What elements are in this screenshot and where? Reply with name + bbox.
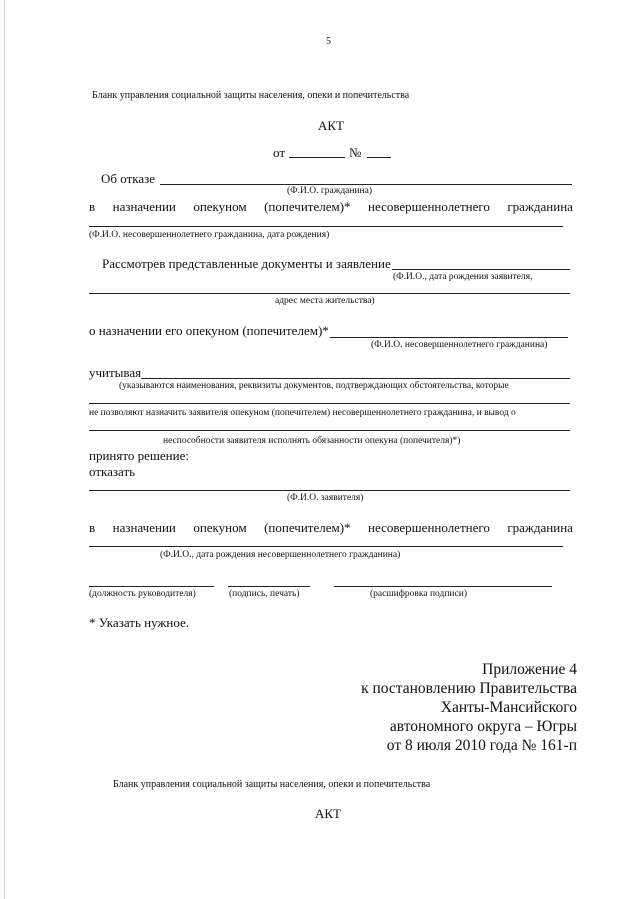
caption-applicant-dob: (Ф.И.О., дата рождения заявителя, bbox=[393, 272, 533, 282]
caption-signature: (подпись, печать) bbox=[229, 589, 300, 599]
applicant-field-1[interactable] bbox=[392, 269, 570, 270]
word: назначении bbox=[112, 520, 176, 535]
applicant-field-2[interactable] bbox=[89, 293, 570, 294]
caption-inability: неспособности заявителя исполнять обязанности опекуна (попечителя)*) bbox=[163, 436, 461, 446]
appoint-row-2 bbox=[89, 520, 573, 536]
caption-decode: (расшифровка подписи) bbox=[370, 589, 467, 599]
word: (попечителем)* bbox=[264, 520, 351, 535]
minor-name-field[interactable] bbox=[330, 337, 568, 338]
caption-minor-name-dob: (Ф.И.О., дата рождения несовершеннолетнего гражданина) bbox=[160, 550, 401, 560]
act-title-2: АКТ bbox=[315, 806, 341, 821]
minor-name-dob-field[interactable] bbox=[89, 546, 563, 547]
refusal-label: Об отказе bbox=[101, 171, 156, 186]
documents-field-1[interactable] bbox=[141, 378, 570, 379]
date-from-label: от bbox=[273, 145, 286, 160]
page-number: 5 bbox=[326, 36, 331, 47]
number-label: № bbox=[349, 145, 362, 160]
documents-field-3[interactable] bbox=[89, 430, 570, 431]
word: опекуном bbox=[193, 520, 247, 535]
applicant-name-field[interactable] bbox=[89, 490, 570, 491]
considering-label: учитывая bbox=[89, 365, 142, 380]
position-field[interactable] bbox=[89, 586, 214, 587]
appendix-line: Ханты-Мансийского bbox=[440, 699, 577, 716]
caption-not-allow: не позволяют назначить заявителя опекуном (попечителем) несовершеннолетнего гражданина, и вывод о bbox=[89, 408, 516, 418]
word: в bbox=[89, 199, 96, 214]
decode-field[interactable] bbox=[334, 586, 552, 587]
word: (попечителем)* bbox=[264, 199, 351, 214]
word: гражданина bbox=[507, 199, 573, 214]
word: несовершеннолетнего bbox=[368, 520, 490, 535]
decision-label: принято решение: bbox=[89, 448, 189, 463]
scan-edge bbox=[4, 0, 5, 899]
number-field[interactable] bbox=[367, 157, 391, 158]
date-field[interactable] bbox=[289, 157, 345, 158]
appendix-line: от 8 июля 2010 года № 161-п bbox=[386, 737, 577, 754]
appoint-row-1 bbox=[89, 199, 573, 215]
footnote: * Указать нужное. bbox=[89, 615, 190, 630]
considered-label: Рассмотрев представленные документы и заявление bbox=[102, 256, 391, 271]
word: опекуном bbox=[193, 199, 247, 214]
caption-minor-dob: (Ф.И.О. несовершеннолетнего гражданина, дата рождения) bbox=[89, 230, 330, 240]
act-title: АКТ bbox=[318, 118, 344, 133]
appendix-block bbox=[361, 660, 577, 755]
caption-minor-name: (Ф.И.О. несовершеннолетнего гражданина) bbox=[371, 340, 548, 350]
appendix-line: автономного округа – Югры bbox=[389, 718, 577, 735]
caption-position: (должность руководителя) bbox=[89, 589, 196, 599]
word: несовершеннолетнего bbox=[368, 199, 490, 214]
caption-applicant-name: (Ф.И.О. заявителя) bbox=[287, 493, 364, 503]
appendix-line: к постановлению Правительства bbox=[361, 680, 577, 697]
appoint-request-label: о назначении его опекуном (попечителем)* bbox=[89, 323, 329, 338]
form-header-2: Бланк управления социальной защиты населения, опеки и попечительства bbox=[113, 779, 431, 790]
caption-address: адрес места жительства) bbox=[275, 296, 375, 306]
appendix-line: Приложение 4 bbox=[482, 661, 577, 678]
word: в bbox=[89, 520, 96, 535]
documents-field-2[interactable] bbox=[89, 403, 570, 404]
word: гражданина bbox=[507, 520, 573, 535]
caption-citizen-name: (Ф.И.О. гражданина) bbox=[287, 186, 372, 196]
signature-field[interactable] bbox=[228, 586, 310, 587]
citizen-name-field[interactable] bbox=[160, 184, 572, 185]
minor-dob-field[interactable] bbox=[89, 226, 563, 227]
refuse-label: отказать bbox=[89, 464, 136, 479]
word: назначении bbox=[112, 199, 176, 214]
caption-documents: (указываются наименования, реквизиты документов, подтверждающих обстоятельства, которые bbox=[119, 381, 509, 391]
form-header: Бланк управления социальной защиты населения, опеки и попечительства bbox=[92, 90, 410, 101]
